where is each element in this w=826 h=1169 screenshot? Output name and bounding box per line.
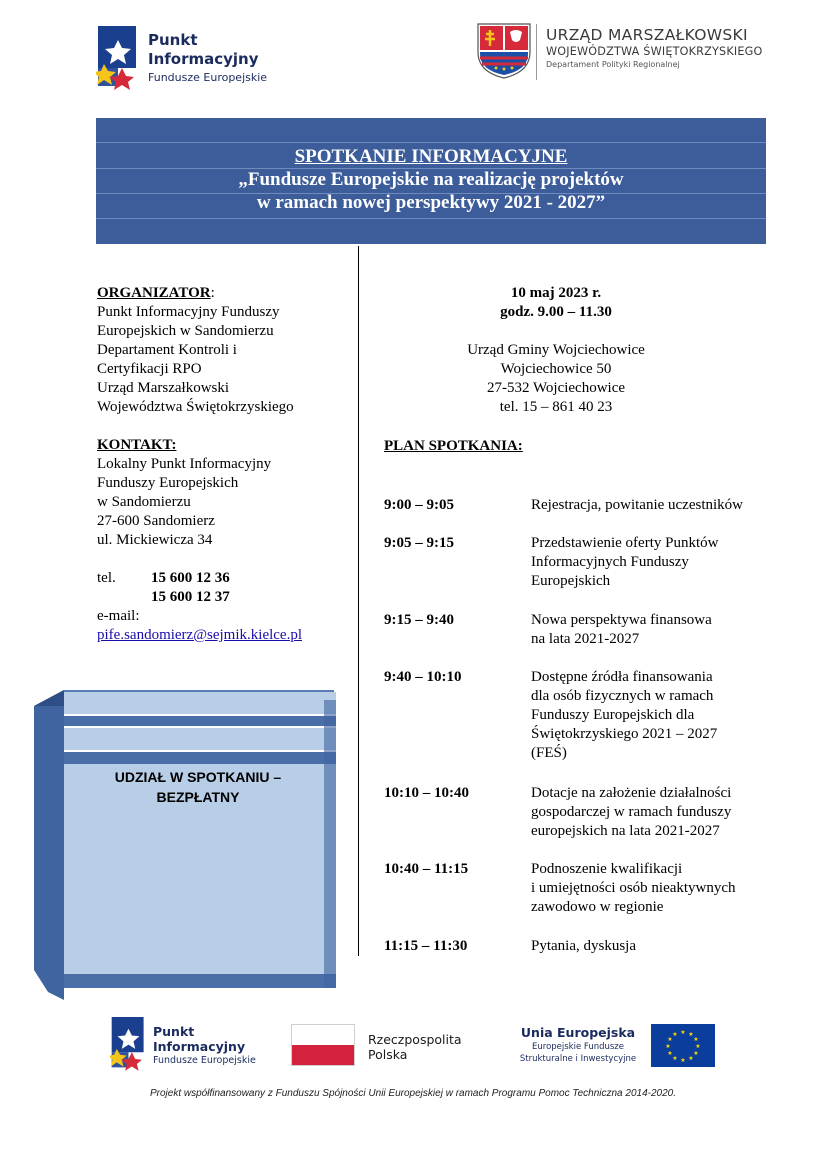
agenda-desc: Podnoszenie kwalifikacji i umiejętności osób nieaktywnych zawodowo w regionie: [531, 861, 736, 915]
svg-text:★: ★: [693, 1050, 699, 1057]
pife-logo-line2: Informacyjny: [148, 50, 259, 68]
phone-number[interactable]: 15 600 12 37: [151, 589, 230, 605]
venue-line: 27-532 Wojciechowice: [486, 380, 626, 396]
contact-line: 27-600 Sandomierz: [97, 513, 215, 529]
pife-logo: [96, 22, 296, 92]
column-divider: [358, 246, 359, 956]
pife-logo-line1: Punkt: [148, 31, 198, 49]
event-date: 10 maj 2023 r.: [510, 285, 602, 301]
svg-text:★: ★: [695, 1043, 701, 1050]
attendance-note: [64, 767, 332, 807]
svg-text:★: ★: [688, 1055, 694, 1062]
page-title: SPOTKANIE INFORMACYJNE: [294, 146, 568, 167]
um-logo-line1: URZĄD MARSZAŁKOWSKI: [546, 26, 748, 44]
svg-text:★: ★: [693, 1036, 699, 1043]
polish-flag-icon: [291, 1024, 355, 1066]
footer-rp-line1: Rzeczpospolita: [368, 1032, 462, 1047]
contact-line: Lokalny Punkt Informacyjny: [97, 456, 272, 472]
footer-pife-logo: [110, 1014, 270, 1074]
footer-eu-line1: Unia Europejska: [520, 1025, 636, 1040]
organizer-line: Certyfikacji RPO: [97, 361, 202, 377]
attendance-line1: UDZIAŁ W SPOTKANIU –: [114, 769, 282, 785]
agenda-desc: Dotacje na założenie działalności gospodarczej w ramach funduszy europejskich na lata 2021-2027: [531, 785, 732, 839]
agenda-desc: Przedstawienie oferty Punktów Informacyjnych Funduszy Europejskich: [531, 535, 719, 589]
tel-label: tel.: [97, 570, 116, 586]
venue-line: tel. 15 – 861 40 23: [499, 399, 613, 415]
footer-eu-line2: Europejskie Fundusze: [532, 1042, 624, 1052]
page-subtitle-line1: „Fundusze Europejskie na realizację projektów: [238, 169, 624, 190]
svg-text:★: ★: [665, 1043, 671, 1050]
attendance-line2: BEZPŁATNY: [156, 789, 240, 805]
email-link[interactable]: pife.sandomierz@sejmik.kielce.pl: [97, 627, 302, 643]
phone-row: [97, 569, 357, 588]
footer-rp-logo: [291, 1024, 491, 1068]
banner-stripe: [96, 142, 766, 143]
um-logo-line3: Departament Polityki Regionalnej: [546, 60, 680, 69]
pife-star-icon: [96, 24, 146, 90]
agenda-time: 9:05 – 9:15: [384, 535, 454, 551]
coat-of-arms-icon: [476, 22, 532, 80]
svg-text:★: ★: [667, 1050, 673, 1057]
plan-heading: PLAN SPOTKANIA:: [384, 438, 523, 454]
contact-heading: KONTAKT:: [97, 437, 177, 453]
organizer-line: Departament Kontroli i: [97, 342, 237, 358]
title-banner: [96, 118, 766, 244]
svg-text:★: ★: [672, 1055, 678, 1062]
svg-text:★: ★: [672, 1031, 678, 1038]
agenda-desc: Dostępne źródła finansowania dla osób fizycznych w ramach Funduszy Europejskich dla Świętokrzyskiego 2021 – 2027 (FEŚ): [531, 669, 718, 761]
agenda-time: 10:40 – 11:15: [384, 861, 469, 877]
contact-line: w Sandomierzu: [97, 494, 191, 510]
footer-pife-line3: Fundusze Europejskie: [153, 1055, 256, 1066]
footer-note: Projekt współfinansowany z Funduszu Spójności Unii Europejskiej w ramach Programu Pomoc Techniczna 2014-2020.: [149, 1088, 676, 1099]
pife-star-icon: [110, 1014, 152, 1072]
left-column: [97, 284, 357, 645]
venue-line: Urząd Gminy Wojciechowice: [467, 342, 645, 358]
footer-eu-logo: [513, 1023, 723, 1069]
page-subtitle-line2: w ramach nowej perspektywy 2021 - 2027”: [256, 192, 606, 213]
event-details: [384, 284, 728, 417]
banner-stripe: [96, 218, 766, 219]
agenda-time: 9:00 – 9:05: [384, 497, 454, 513]
venue-line: Wojciechowice 50: [500, 361, 612, 377]
contact-line: Funduszy Europejskich: [97, 475, 239, 491]
footer-pife-line1: Punkt: [153, 1024, 195, 1039]
agenda-time: 11:15 – 11:30: [384, 938, 468, 954]
svg-text:★: ★: [688, 1031, 694, 1038]
event-time: godz. 9.00 – 11.30: [500, 304, 612, 320]
agenda-time: 9:40 – 10:10: [384, 669, 462, 685]
logo-separator: [536, 24, 537, 80]
svg-text:★: ★: [667, 1036, 673, 1043]
organizer-heading-row: ORGANIZATOR:: [97, 285, 215, 301]
organizer-heading: ORGANIZATOR: [97, 285, 211, 301]
agenda-time: 9:15 – 9:40: [384, 612, 454, 628]
svg-text:★: ★: [680, 1029, 686, 1036]
book-graphic: [34, 670, 336, 1000]
footer-pife-line2: Informacyjny: [153, 1039, 246, 1054]
agenda-desc: Pytania, dyskusja: [531, 938, 636, 954]
urzad-marszalkowski-logo: [476, 22, 786, 84]
eu-flag-icon: [651, 1024, 715, 1067]
footer-eu-line3: Strukturalne i Inwestycyjne: [519, 1054, 637, 1064]
um-logo-line2: WOJEWÓDZTWA ŚWIĘTOKRZYSKIEGO: [546, 45, 763, 58]
svg-text:★: ★: [680, 1057, 686, 1064]
organizer-line: Urząd Marszałkowski: [97, 380, 230, 396]
phone-number[interactable]: 15 600 12 36: [151, 570, 230, 586]
organizer-line: Punkt Informacyjny Funduszy: [97, 304, 280, 320]
agenda-desc: Rejestracja, powitanie uczestników: [531, 497, 744, 513]
agenda-desc: Nowa perspektywa finansowa na lata 2021-2027: [531, 612, 712, 647]
organizer-line: Województwa Świętokrzyskiego: [97, 399, 294, 415]
pife-logo-line3: Fundusze Europejskie: [148, 71, 268, 84]
phone-row: [97, 588, 357, 607]
email-label: e-mail:: [97, 608, 140, 624]
footer-rp-line2: Polska: [368, 1047, 408, 1062]
organizer-line: Europejskich w Sandomierzu: [97, 323, 274, 339]
contact-line: ul. Mickiewicza 34: [97, 532, 213, 548]
right-column: [384, 284, 784, 417]
agenda-time: 10:10 – 10:40: [384, 785, 469, 801]
